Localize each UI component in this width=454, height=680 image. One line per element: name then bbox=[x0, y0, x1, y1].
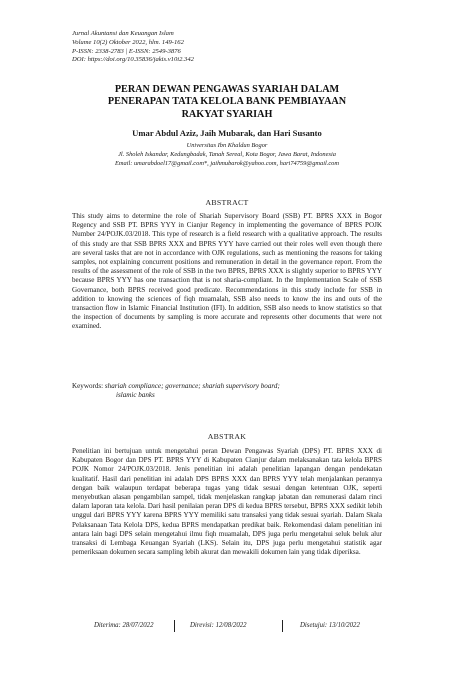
received-date: Diterima: 28/07/2022 bbox=[94, 622, 154, 629]
journal-issn: P-ISSN: 2338-2783 | E-ISSN: 2549-3876 bbox=[72, 47, 181, 55]
journal-name: Jurnal Akuntansi dan Keuangan Islam bbox=[72, 30, 174, 37]
abstract-text: This study aims to determine the role of Shariah Supervisory Board (SSB) PT. BPRS XXX in Bogor Regency and SSB PT. BPRS YYY in Cianjur Regency in implementing the governance of BPRS POJK Number 24/POJK.03/2018. This type of research is a field research with a qualitative approach. The results of this study are that SSB BPRS XXX and BPRS YYY have carried out their roles well even though there are several tasks that are not in accordance with OJK regulations, such as mentioning the reasons for taking samples, not explaining concurrent positions and remuneration in detail in the governance report. From the results of the assessment of the role of SSB in the two BPRS, BPRS XXX is slightly superior to BPRS YYY because BPRS YYY has one transaction that is not sharia-compliant. In the Implementation Scale of SSB Governance, both BPRS received good predicate. Recommendations in this study include for SSB in addition to knowing the sciences of fiqh muamalah, SSB also needs to know the ins and outs of the transaction flow in Islamic Financial Institution (IFI). In addition, SSB also needs to know statistics so that the inspection of documents by sampling is more accurate and represents other documents that were not examined. bbox=[72, 212, 382, 331]
affiliation bbox=[40, 141, 414, 169]
footer-separator bbox=[174, 620, 175, 632]
affiliation-address: Jl. Sholeh Iskandar, Kedungbadak, Tanah Sereal, Kota Bogor, Jawa Barat, Indonesia bbox=[118, 151, 336, 159]
keywords-line-2: islamic banks bbox=[116, 391, 155, 400]
footer-separator bbox=[282, 620, 283, 632]
author-list: Umar Abdul Aziz, Jaih Mubarak, dan Hari Susanto bbox=[132, 128, 322, 138]
title-line-1: PERAN DEWAN PENGAWAS SYARIAH DALAM bbox=[114, 84, 340, 95]
title-line-2: PENERAPAN TATA KELOLA BANK PEMBIAYAAN bbox=[107, 96, 347, 108]
abstrak-heading: ABSTRAK bbox=[207, 432, 247, 441]
journal-doi[interactable]: DOI: https://doi.org/10.35836/jakis.v10i2.342 bbox=[72, 56, 194, 64]
keywords-line-1: shariah compliance; governance; shariah supervisory board; bbox=[104, 382, 280, 390]
revised-date: Direvisi: 12/08/2022 bbox=[190, 622, 247, 629]
title-line-3: RAKYAT SYARIAH bbox=[181, 108, 273, 120]
abstrak-text: Penelitian ini bertujuan untuk mengetahui peran Dewan Pengawas Syariah (DPS) PT. BPRS XXX di Kabupaten Bogor dan DPS PT. BPRS YYY di Kabupaten Cianjur dalam melaksanakan tata kelola BPRS POJK Nomor 24/POJK.03/2018. Jenis penelitian ini adalah penelitian lapangan dengan pendekatan kualitatif. Hasil dari penelitian ini adalah DPS BPRS XXX dan BPRS YYY telah menjalankan perannya dengan baik walaupun terdapat beberapa tugas yang tidak sesuai dengan ketentuan OJK, seperti menyebutkan alasan pengambilan sampel, tidak menjelaskan rangkap jabatan dan remunerasi dalam rinci dalam laporan tata kelola. Dari hasil penilaian peran DPS di kedua BPRS tersebut, BPRS XXX sedikit lebih unggul dari BPRS YYY karena BPRS YYY memiliki satu transaksi yang tidak sesuai syariah. Dalam Skala Pelaksanaan Tata Kelola DPS, kedua BPRS mendapatkan predikat baik. Rekomendasi dalam penelitian ini antara lain bagi DPS selain mengetahui ilmu fiqh muamalah, DPS juga perlu mengetahui seluk beluk alur transaksi di Lembaga Keuangan Syariah (LKS). Selain itu, DPS juga perlu mengetahui statistik agar pemeriksaan dokumen secara sampling lebih akurat dan mewakili dokumen lain yang tidak diperiksa. bbox=[72, 447, 382, 557]
keywords-label: Keywords: bbox=[72, 382, 104, 390]
journal-info bbox=[72, 30, 392, 65]
abstract-heading: ABSTRACT bbox=[205, 198, 249, 207]
submission-dates bbox=[60, 620, 394, 634]
keywords bbox=[72, 382, 382, 401]
affiliation-university: Universitas Ibn Khaldun Bogor bbox=[186, 142, 268, 149]
affiliation-email[interactable]: Email: umarabdoel17@gmail.com*, jaihmubarok@yahoo.com, hari74759@gmail.com bbox=[114, 160, 339, 168]
accepted-date: Disetujui: 13/10/2022 bbox=[300, 622, 360, 629]
journal-volume: Volume 10(2) Oktober 2022, hlm. 149-162 bbox=[72, 38, 184, 46]
paper-title bbox=[60, 84, 394, 121]
